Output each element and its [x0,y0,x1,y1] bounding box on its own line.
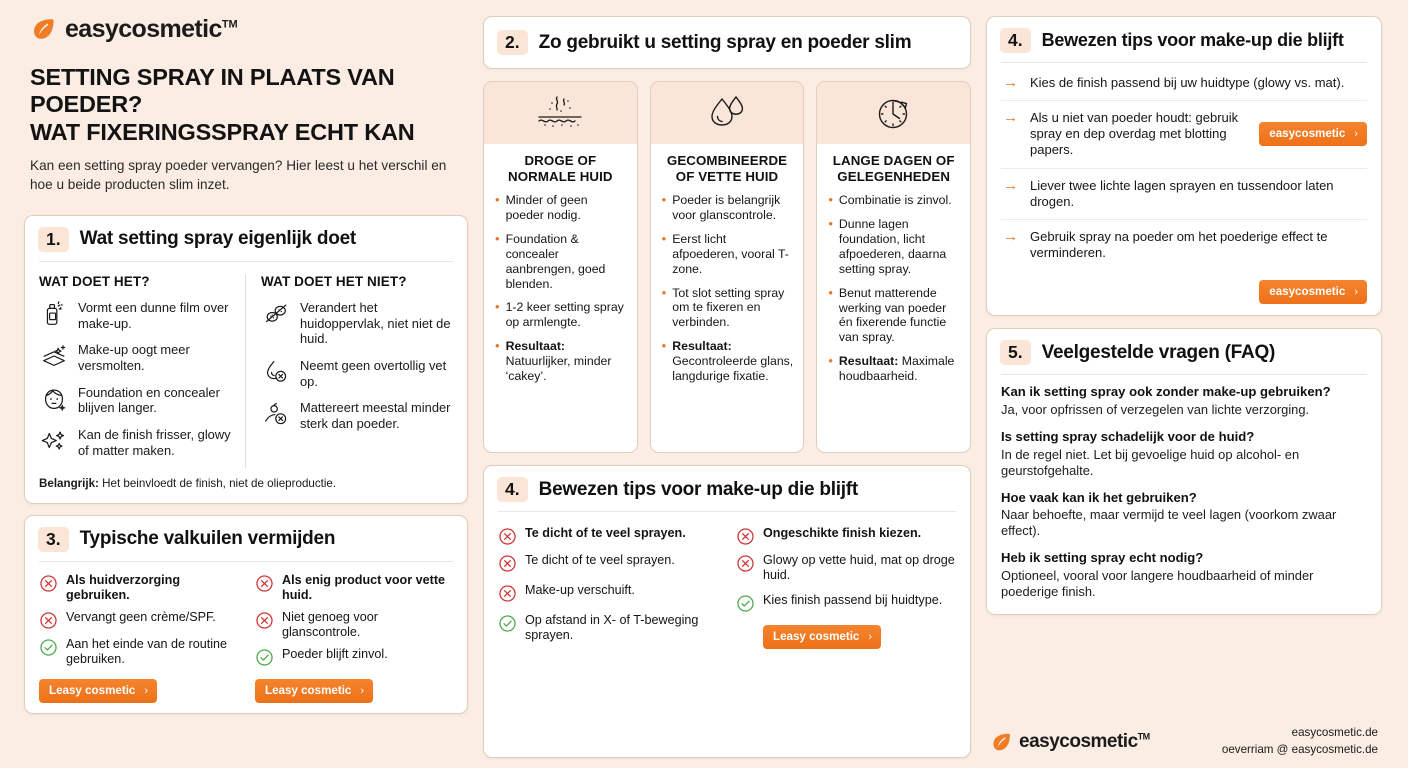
faq-question: Is setting spray schadelijk voor de huid? [1001,428,1255,444]
easycosmetic-button[interactable] [1259,122,1367,146]
faq-answer: Optioneel, vooral voor langere houdbaarheid of minder poederige finish. [1001,567,1314,599]
list-item-text: Te dicht of te veel sprayen. [525,526,686,541]
list-item [39,610,237,630]
footer-contact [1222,725,1378,758]
list-item [495,339,627,384]
card4right-title: Bewezen tips voor make-up die blijft [1041,30,1344,51]
footer-brand [990,731,1150,753]
skin-type-columns [483,81,971,453]
list-item-text: Resultaat: Natuurlijker, minder ‘cakey’. [505,339,612,383]
list-item-text: Neemt geen overtollig vet op. [300,358,447,389]
card4right-footer-button [987,275,1381,315]
list-item-text: Minder of geen poeder nodig. [505,193,588,223]
list-item-text: Kan de finish frisser, glowy of matter maken. [78,427,231,458]
skin-type-card-combination [650,81,805,453]
bullet-dot: • [828,284,833,300]
card-proven-tips-mid [483,465,971,758]
chevron-right-icon: › [1354,285,1358,298]
list-item-text: Aan het einde van de routine gebruiken. [66,637,228,667]
list-item-text: Ongeschikte finish kiezen. [763,526,922,541]
page-title-line2: WAT FIXERINGSSPRAY ECHT KAN [30,118,415,145]
card1-number: 1. [38,227,69,252]
list-item [39,637,237,667]
arrow-right-icon: → [1003,176,1018,194]
bullet-dot: • [828,192,833,208]
page-title [24,64,468,146]
list-item [736,526,956,546]
oil-no-icon [261,399,291,429]
list-item [495,232,627,292]
list-item [255,647,453,667]
list-item [828,193,960,208]
page-title-line1: SETTING SPRAY IN PLAATS VAN POEDER? [30,64,395,118]
skin-type-bullets [651,191,804,403]
footer-brand-name: easycosmetic™ [1019,730,1150,752]
card4mid-number: 4. [497,477,528,502]
list-item-text: Kies finish passend bij huidtype. [763,593,943,608]
leaf-icon [990,731,1012,753]
list-item-text: Gebruik spray na poeder om het poederige effect te verminderen. [1030,228,1328,260]
droplet-no-icon [261,357,291,387]
cross-circle-icon [39,574,58,593]
list-item-text: Mattereert meestal minder sterk dan poeder. [300,400,451,432]
arrow-right-icon: → [1003,74,1018,92]
arrow-right-icon: → [1003,227,1018,245]
list-item-text: Poeder is belangrijk voor glanscontrole. [672,193,781,223]
bullet-dot: • [828,353,833,369]
list-item [1001,100,1367,167]
list-item-text: Combinatie is zinvol. [838,193,952,208]
cross-circle-icon [498,527,517,546]
cross-circle-icon [498,554,517,573]
faq-answer: Naar behoefte, maar vermijd te veel lagen (voorkom zwaar effect). [1001,507,1337,539]
list-item [261,298,453,347]
faq-question: Kan ik setting spray ook zonder make-up gebruiken? [1001,384,1331,400]
brand-name: easycosmetic™ [65,14,238,43]
easycosmetic-button[interactable] [1259,280,1367,304]
list-item [498,526,718,546]
leasy-cosmetic-button[interactable] [39,679,157,703]
bullet-dot: • [661,338,667,354]
list-item [1001,66,1367,100]
list-item-text: Vervangt geen crème/SPF. [66,610,216,625]
faq-answer: Ja, voor opfrissen of verzegelen van lichte verzorging. [1001,401,1310,417]
sparkles-icon [39,426,69,456]
chevron-right-icon: › [1354,127,1358,140]
card4mid-body [484,512,970,660]
faq-item [1001,384,1367,418]
card2-title: Zo gebruikt u setting spray en poeder slim [538,31,912,53]
list-item [828,286,960,346]
page-subtitle: Kan een setting spray poeder vervangen? Hier leest u het verschil en hoe u beide producten slim inzet. [30,158,447,193]
card5-title: Veelgestelde vragen (FAQ) [1041,341,1276,363]
faq-question: Hoe vaak kan ik het gebruiken? [1001,489,1197,505]
card1-body [25,262,467,468]
footer-email[interactable]: oeverriam @ easycosmetic.de [1221,742,1378,756]
list-item-text: Foundation & concealer aanbrengen, goed blenden. [505,231,606,291]
faq-item [1001,550,1367,600]
bullet-dot: • [661,230,667,246]
list-item-text: Verandert het huidoppervlak, niet niet de huid. [300,299,451,347]
card5-number: 5. [1000,340,1031,365]
leasy-cosmetic-button[interactable] [255,679,373,703]
list-item-text: Als u niet van poeder houdt: gebruik spray en dep overdag met blotting papers. [1030,110,1239,158]
footer [986,715,1382,758]
face-icon [39,384,69,414]
list-item-text: 1-2 keer setting spray op armlengte. [505,300,624,330]
skin-type-card-long-days [816,81,971,453]
list-item [39,425,233,458]
faq-item [1001,490,1367,540]
card3-header [25,516,467,561]
card3-left-column [39,573,237,703]
list-item-text: Op afstand in X- of T-beweging sprayen. [525,613,699,643]
list-item [255,610,453,640]
brand-logo [24,16,468,42]
list-item [495,300,627,330]
skin-crossed-out-icon [261,299,291,329]
list-item-text: Liever twee lichte lagen sprayen en tussendoor laten drogen. [1030,177,1334,209]
bullet-dot: • [495,299,500,315]
list-item-text: Niet genoeg voor glanscontrole. [282,610,378,640]
list-item [736,593,956,613]
card1-does-column [39,274,246,468]
card1-right-heading: WAT DOET HET NIET? [261,273,407,289]
list-item-text: Poeder blijft zinvol. [282,647,388,662]
cross-circle-icon [255,611,274,630]
card1-note [39,476,453,491]
card-how-to-use-header [483,16,971,69]
cross-circle-icon [498,584,517,603]
list-item [498,613,718,643]
chevron-right-icon: › [360,684,365,697]
chevron-right-icon: › [144,684,149,697]
list-item-text: Make-up oogt meer versmolten. [78,342,190,373]
card-proven-tips-right [986,16,1382,316]
card4mid-title: Bewezen tips voor make-up die blijft [538,478,858,500]
card3-body [25,562,467,713]
button-label: easycosmetic [1269,127,1346,141]
check-circle-icon [498,614,517,633]
list-item [662,193,794,223]
cross-circle-icon [39,611,58,630]
droplets-icon [651,82,804,144]
footer-website[interactable]: easycosmetic.de [1291,726,1378,740]
list-item-text: Als enig product voor vette huid. [282,572,446,602]
list-item [1001,219,1367,270]
card1-title: Wat setting spray eigenlijk doet [79,228,356,250]
cross-circle-icon [736,527,755,546]
list-item [39,340,233,373]
cross-circle-icon [255,574,274,593]
button-wrapper [1259,122,1367,146]
card3-title: Typische valkuilen vermijden [79,528,336,550]
list-item [39,383,233,416]
list-item-text: Als huidverzorging gebruiken. [66,572,181,602]
button-label: Leasy cosmetic [49,684,136,698]
leasy-cosmetic-button[interactable] [763,625,881,649]
list-item [495,193,627,223]
check-circle-icon [39,638,58,657]
cross-circle-icon [736,554,755,573]
card1-left-heading: WAT DOET HET? [39,273,150,289]
bullet-dot: • [495,230,500,246]
card2-header [484,17,970,68]
card4mid-right-column [736,526,956,650]
faq-answer: In de regel niet. Let bij gevoelige huid op alcohol- en geurstofgehalte. [1001,446,1300,478]
list-item [662,286,794,331]
list-item-text: Tot slot setting spray om te fixeren en verbinden. [672,285,785,330]
check-circle-icon [255,648,274,667]
list-item [828,217,960,277]
card-what-setting-spray-does [24,215,468,504]
left-column [24,16,468,758]
button-label: Leasy cosmetic [773,630,860,644]
list-item-text: Benut matterende werking van poeder én fixerende functie van spray. [838,285,947,345]
bullet-dot: • [661,192,667,208]
list-item-text: Glowy op vette huid, mat op droge huid. [763,553,955,583]
card1-note-text: Het beinvloedt de finish, niet de olieproductie. [98,476,337,490]
card3-right-column [255,573,453,703]
list-item [662,339,794,384]
list-item [662,232,794,277]
button-label: easycosmetic [1269,285,1346,298]
list-item [828,354,960,384]
card1-header [25,216,467,261]
list-item-text: Dunne lagen foundation, licht afpoederen, daarna setting spray. [838,217,947,276]
spray-can-icon [39,299,69,329]
list-item [261,356,453,389]
bullet-dot: • [495,338,500,354]
list-item [39,573,237,603]
card4mid-header [484,466,970,511]
bullet-dot: • [495,192,500,208]
list-item [498,583,718,603]
list-item-text: Kies de finish passend bij uw huidtype (glowy vs. mat). [1030,75,1345,91]
list-item-text: Eerst licht afpoederen, vooral T-zone. [672,231,789,276]
list-item-text: Foundation en concealer blijven langer. [78,384,220,416]
faq-question: Heb ik setting spray echt nodig? [1001,550,1204,566]
bullet-dot: • [828,216,833,232]
list-item [736,553,956,583]
list-item-text: Resultaat: Maximale houdbaarheid. [838,354,955,384]
layers-sparkle-icon [39,341,69,371]
right-column [986,16,1382,758]
skin-type-bullets [484,191,637,403]
chevron-right-icon: › [868,630,873,643]
card1-doesnot-column [246,274,453,468]
list-item [1001,168,1367,219]
card-common-pitfalls [24,515,468,715]
button-label: Leasy cosmetic [265,684,352,698]
list-item-text: Make-up verschuift. [525,583,635,598]
faq-list [987,375,1381,614]
skin-type-card-dry [483,81,638,453]
clock-arrow-icon [817,82,970,144]
skin-type-name: LANGE DAGEN OF GELEGENHEDEN [832,153,955,184]
middle-column [483,16,971,758]
list-item-text: Vormt een dunne film over make-up. [78,299,229,331]
faq-item [1001,429,1367,479]
bullet-dot: • [661,284,667,300]
list-item [39,298,233,331]
card-faq [986,328,1382,615]
card4right-body [987,63,1381,279]
card4mid-left-column [498,526,718,650]
card2-number: 2. [497,30,528,55]
dry-skin-icon [484,82,637,144]
card3-number: 3. [38,527,69,552]
list-item [261,398,453,431]
check-circle-icon [736,594,755,613]
list-item [255,573,453,603]
card4right-number: 4. [1000,28,1031,53]
skin-type-bullets [817,191,970,403]
skin-type-name: GECOMBINEERDE OF VETTE HUID [666,153,788,184]
leaf-icon [30,16,56,42]
list-item-text: Resultaat: Gecontroleerde glans, langdurige fixatie. [672,339,794,383]
card4right-header [987,17,1381,62]
list-item [498,553,718,573]
card1-note-label: Belangrijk: [39,476,99,490]
list-item-text: Te dicht of te veel sprayen. [525,553,675,568]
skin-type-name: DROGE OF NORMALE HUID [508,153,613,184]
arrow-right-icon: → [1003,109,1018,127]
card5-header [987,329,1381,374]
